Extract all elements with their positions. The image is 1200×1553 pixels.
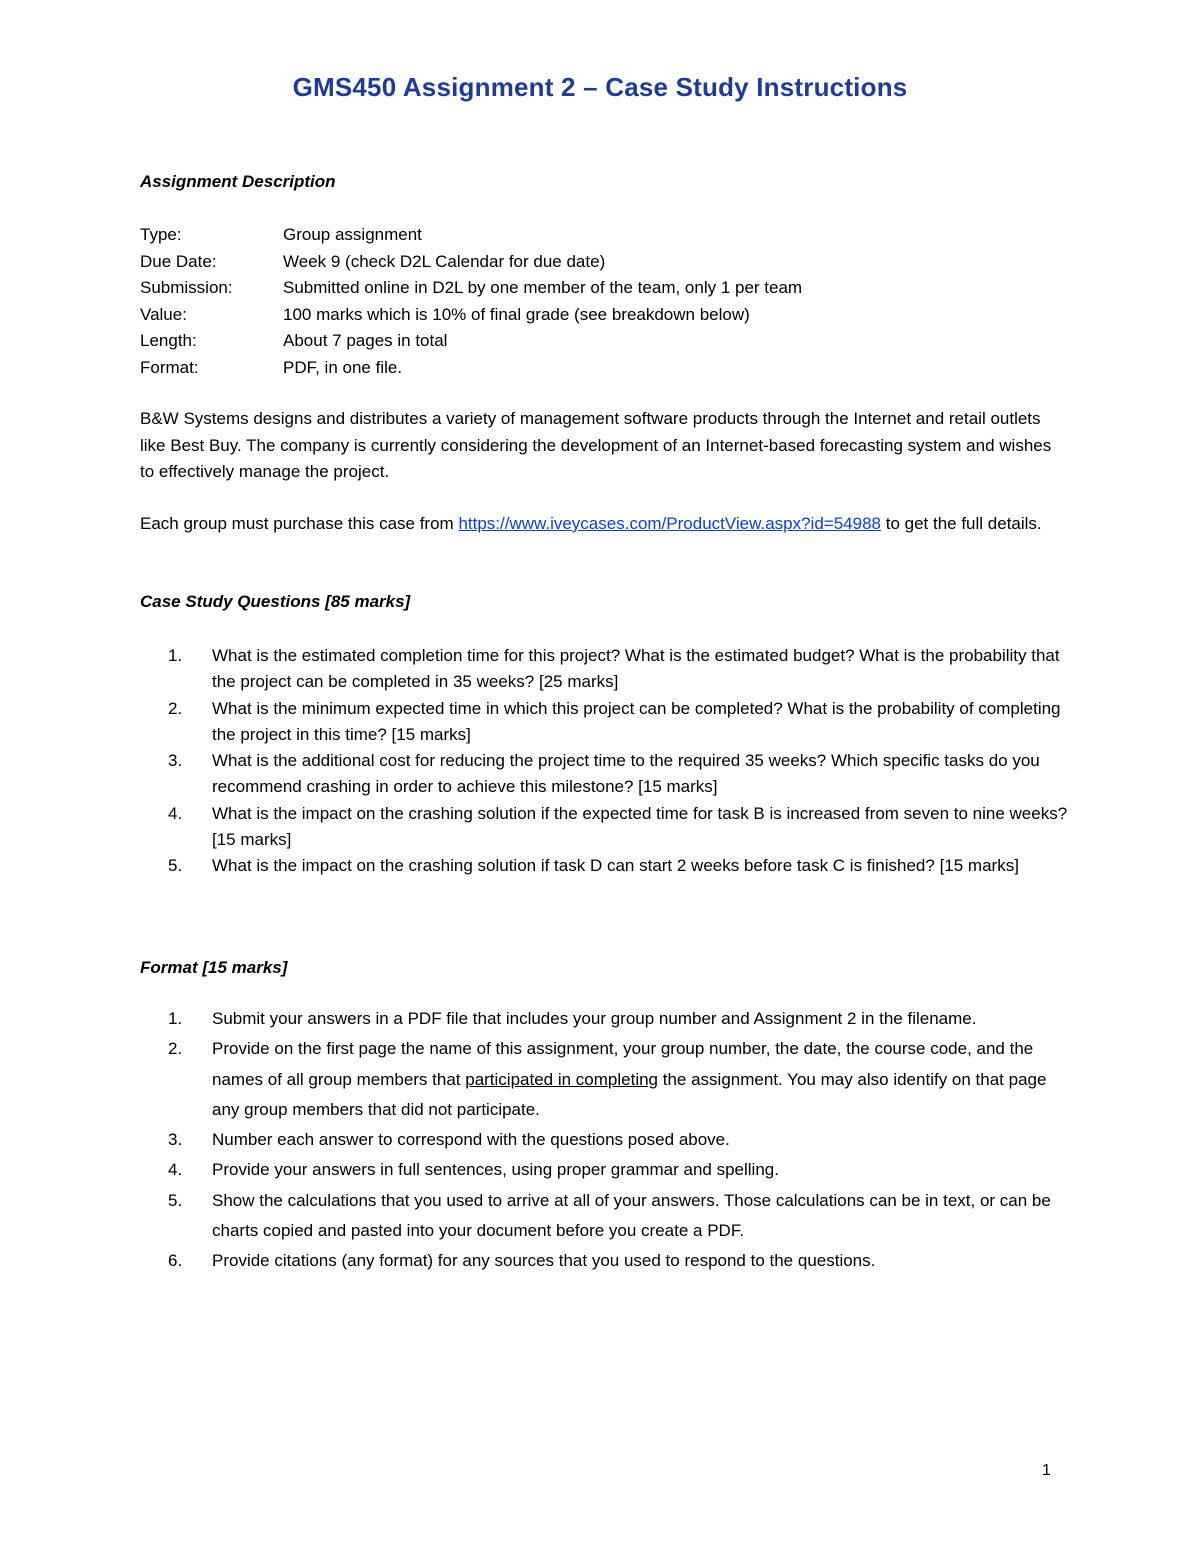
question-item bbox=[140, 643, 1070, 696]
purchase-text-suffix: to get the full details. bbox=[881, 514, 1042, 533]
question-item bbox=[140, 853, 1070, 879]
ivey-case-link[interactable]: https://www.iveycases.com/ProductView.aspx?id=54988 bbox=[458, 514, 881, 533]
detail-value: 100 marks which is 10% of final grade (see breakdown below) bbox=[283, 304, 750, 324]
question-item bbox=[140, 801, 1070, 854]
assignment-description-heading: Assignment Description bbox=[140, 172, 336, 191]
question-number: 3. bbox=[168, 751, 183, 771]
detail-value: Submitted online in D2L by one member of the team, only 1 per team bbox=[283, 278, 803, 297]
format-text-underlined: participated in completing bbox=[465, 1069, 659, 1089]
case-intro-paragraph: B&W Systems designs and distributes a variety of management software products through the Internet and retail outlets like Best Buy. The company is currently considering the development of an Internet-based forecasting system and wishes to effectively manage the project. bbox=[140, 409, 1052, 481]
purchase-text-prefix: Each group must purchase this case from bbox=[140, 514, 459, 533]
assignment-details bbox=[140, 222, 802, 381]
detail-label: Length: bbox=[140, 331, 197, 350]
question-text: What is the estimated completion time for this project? What is the estimated budget? What is the probability that the project can be completed in 35 weeks? [25 marks] bbox=[212, 646, 1060, 692]
detail-value: Week 9 (check D2L Calendar for due date) bbox=[283, 251, 606, 271]
question-text: What is the impact on the crashing solution if task D can start 2 weeks before task C is finished? [15 marks] bbox=[212, 856, 1019, 876]
detail-value: PDF, in one file. bbox=[283, 357, 403, 377]
format-text: Provide your answers in full sentences, using proper grammar and spelling. bbox=[212, 1160, 779, 1180]
format-text bbox=[212, 1034, 1070, 1125]
format-number: 2. bbox=[168, 1039, 183, 1059]
format-requirements-list bbox=[140, 1004, 1070, 1277]
detail-value: About 7 pages in total bbox=[283, 331, 448, 350]
question-item bbox=[140, 748, 1070, 801]
list-number bbox=[140, 1125, 212, 1155]
question-number: 1. bbox=[168, 646, 183, 665]
question-text: What is the additional cost for reducing the project time to the required 35 weeks? Which specific tasks do you recommend crashing in order to achieve this milestone? [15 marks] bbox=[212, 751, 1040, 797]
format-text: Number each answer to correspond with the questions posed above. bbox=[212, 1130, 730, 1150]
question-item bbox=[140, 696, 1070, 749]
question-number: 2. bbox=[168, 698, 183, 718]
format-number: 4. bbox=[168, 1160, 183, 1180]
detail-value: Group assignment bbox=[283, 225, 422, 244]
format-item bbox=[140, 1034, 1070, 1125]
list-number bbox=[140, 1186, 212, 1247]
page-number: 1 bbox=[1042, 1462, 1051, 1479]
list-number bbox=[140, 1246, 212, 1276]
list-number bbox=[140, 1034, 212, 1125]
format-item bbox=[140, 1186, 1070, 1247]
detail-label: Due Date: bbox=[140, 251, 217, 271]
detail-row-type bbox=[140, 222, 802, 249]
format-number: 5. bbox=[168, 1190, 183, 1210]
format-heading: Format [15 marks] bbox=[140, 958, 288, 977]
format-text-after: the assignment. You may also identify on that page any group members that did not participate. bbox=[212, 1069, 1047, 1119]
format-number: 1. bbox=[168, 1009, 183, 1028]
list-number bbox=[140, 696, 212, 749]
detail-label: Submission: bbox=[140, 278, 233, 297]
detail-row-format bbox=[140, 355, 802, 382]
format-number: 6. bbox=[168, 1251, 183, 1271]
detail-label: Type: bbox=[140, 225, 182, 244]
case-questions-list bbox=[140, 643, 1070, 880]
format-text: Submit your answers in a PDF file that includes your group number and Assignment 2 in the filename. bbox=[212, 1009, 977, 1028]
document-title: GMS450 Assignment 2 – Case Study Instructions bbox=[292, 72, 908, 102]
format-number: 3. bbox=[168, 1130, 183, 1150]
list-number bbox=[140, 853, 212, 879]
format-item bbox=[140, 1155, 1070, 1185]
list-number bbox=[140, 801, 212, 854]
case-questions-heading: Case Study Questions [85 marks] bbox=[140, 592, 411, 611]
question-number: 4. bbox=[168, 803, 183, 823]
format-item bbox=[140, 1246, 1070, 1276]
list-number bbox=[140, 643, 212, 696]
detail-row-submission bbox=[140, 275, 802, 302]
format-item bbox=[140, 1125, 1070, 1155]
detail-row-due-date bbox=[140, 249, 802, 276]
question-text: What is the minimum expected time in which this project can be completed? What is the probability of completing the project in this time? [15 marks] bbox=[212, 698, 1061, 744]
detail-row-value bbox=[140, 302, 802, 329]
format-text: Provide citations (any format) for any sources that you used to respond to the questions. bbox=[212, 1251, 876, 1271]
detail-row-length bbox=[140, 328, 802, 355]
question-number: 5. bbox=[168, 856, 183, 876]
purchase-paragraph bbox=[140, 511, 1070, 538]
list-number bbox=[140, 748, 212, 801]
format-text-before: Provide on the first page the name of this assignment, your group number, the date, the course code, and the names of all group members that bbox=[212, 1039, 1034, 1089]
detail-label: Value: bbox=[140, 304, 187, 324]
list-number bbox=[140, 1004, 212, 1034]
list-number bbox=[140, 1155, 212, 1185]
format-text: Show the calculations that you used to arrive at all of your answers. Those calculations can be in text, or can be charts copied and pasted into your document before you create a PDF. bbox=[212, 1190, 1051, 1241]
question-text: What is the impact on the crashing solution if the expected time for task B is increased from seven to nine weeks? [15 marks] bbox=[212, 803, 1068, 850]
detail-label: Format: bbox=[140, 357, 199, 377]
format-item bbox=[140, 1004, 1070, 1034]
